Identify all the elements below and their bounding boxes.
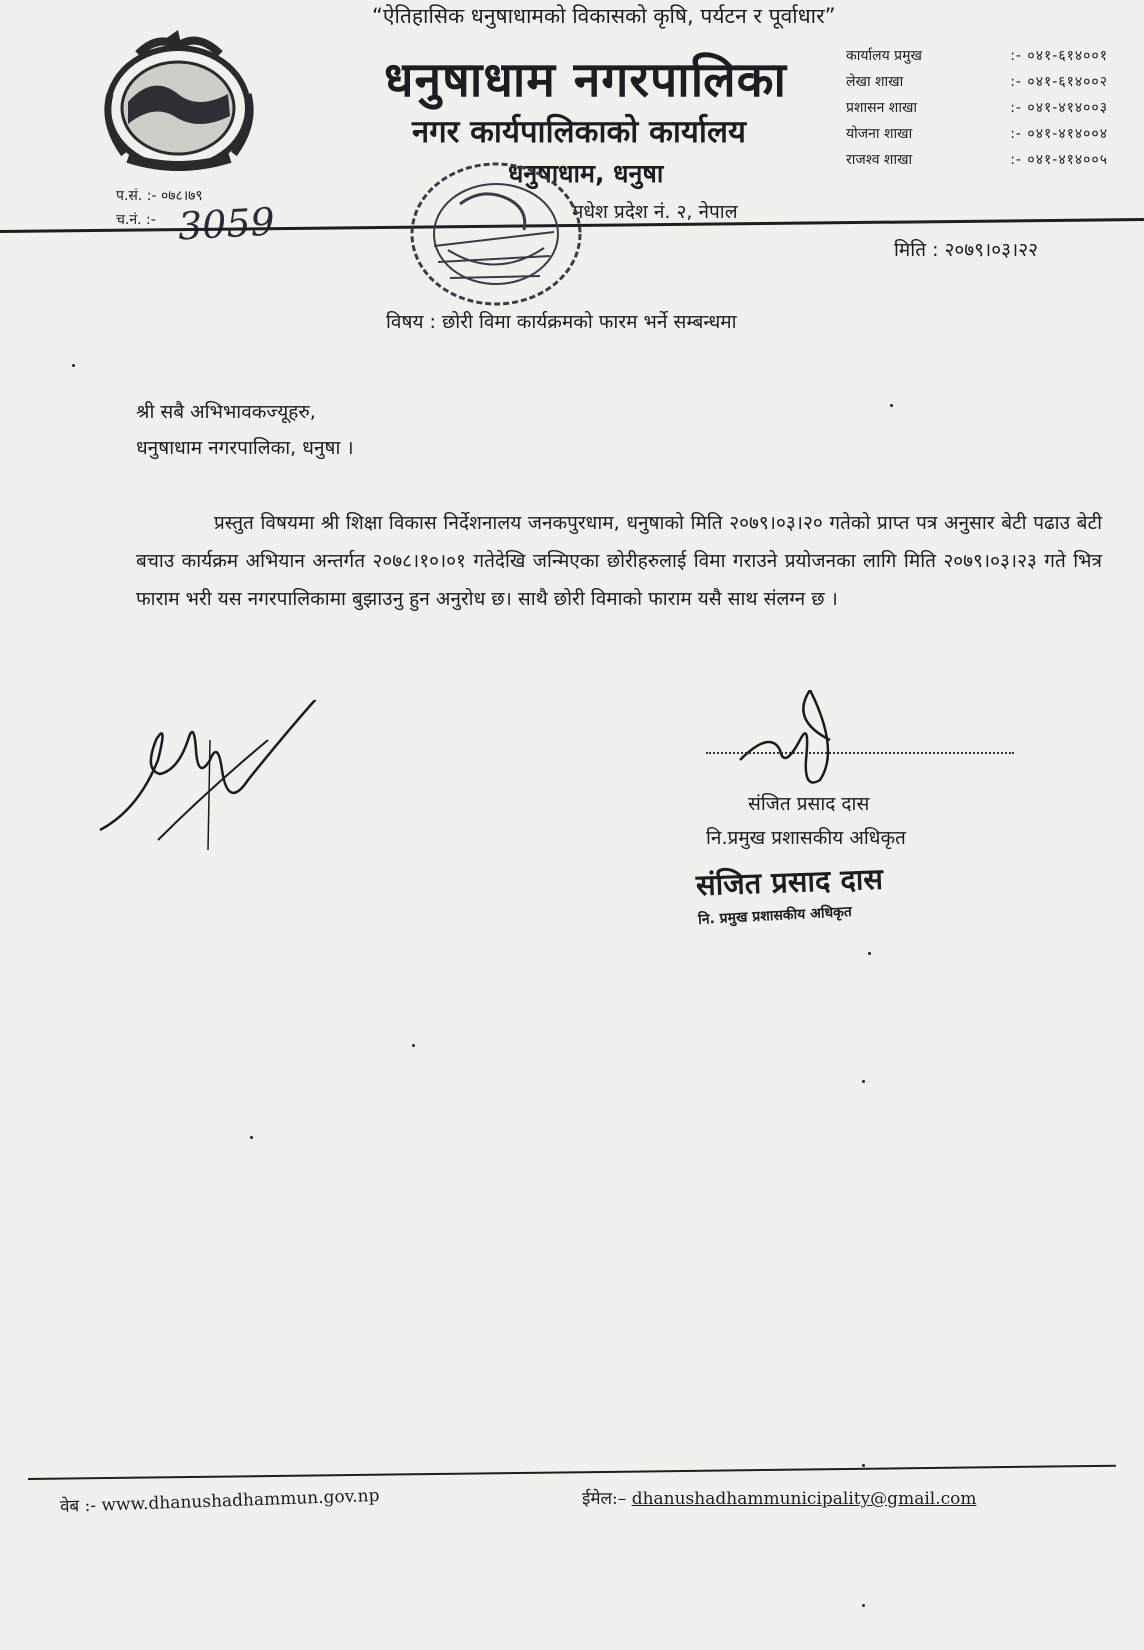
address-line-2: मधेश प्रदेश नं. २, नेपाल — [572, 201, 738, 223]
contact-label: लेखा शाखा — [846, 74, 904, 90]
contact-row — [846, 72, 1108, 98]
footer-website: वेब :- www.dhanushadhammun.gov.np — [59, 1485, 380, 1517]
recipient-line-1: श्री सबै अभिभावकज्यूहरु, — [136, 401, 316, 423]
paper-speck — [868, 952, 871, 955]
paper-speck — [72, 364, 75, 367]
contact-number: :- ०४१-४१४००३ — [1010, 100, 1108, 116]
paper-speck — [862, 1080, 865, 1083]
email-label: ईमेल:– — [582, 1489, 627, 1509]
email-address: dhanushadhammunicipality@gmail.com — [631, 1489, 977, 1509]
paper-speck — [862, 1604, 865, 1607]
paper-speck — [412, 1044, 415, 1047]
footer-divider — [28, 1465, 1116, 1480]
letter-body: प्रस्तुत विषयमा श्री शिक्षा विकास निर्देशनालय जनकपुरधाम, धनुषाको मिति २०७९।०३।२० गतेको प्राप्त पत्र अनुसार बेटी पढाउ बेटी बचाउ कार्यक्रम अभियान अन्तर्गत २०७८।१०।०१ गतेदेखि जन्मिएका छोरीहरुलाई विमा गराउने प्रयोजनका लागि मिति २०७९।०३।२३ गते भित्र फाराम भरी यस नगरपालिकामा बुझाउनु हुन अनुरोध छ। साथै छोरी विमाको फाराम यसै साथ संलग्न छ । — [136, 512, 1102, 610]
name-stamp: संजित प्रसाद दास — [695, 861, 884, 903]
contact-label: प्रशासन शाखा — [846, 100, 918, 116]
paper-speck — [250, 1136, 253, 1139]
reference-cn-handwritten: 3059 — [176, 199, 276, 249]
signature-line — [706, 752, 1014, 754]
paper-speck — [890, 404, 893, 407]
contact-row — [846, 150, 1108, 176]
signer-name: संजित प्रसाद दास — [748, 793, 870, 815]
contact-row — [846, 124, 1108, 150]
right-handwritten-signature — [730, 690, 880, 800]
contact-list — [846, 46, 1108, 176]
left-handwritten-signature — [98, 700, 348, 850]
slogan: “ऐतिहासिक धनुषाधामको विकासको कृषि, पर्यटन र पूर्वाधार” — [372, 4, 836, 28]
office-stamp — [404, 150, 594, 310]
org-name: धनुषाधाम नगरपालिका — [384, 52, 787, 108]
contact-row — [846, 98, 1108, 124]
contact-label: राजश्व शाखा — [846, 152, 913, 168]
title-stamp: नि. प्रमुख प्रशासकीय अधिकृत — [697, 903, 853, 929]
signer-title: नि.प्रमुख प्रशासकीय अधिकृत — [706, 827, 906, 849]
contact-label: कार्यालय प्रमुख — [846, 48, 922, 64]
contact-label: योजना शाखा — [846, 126, 913, 142]
footer-email — [582, 1486, 976, 1509]
nepal-emblem-logo — [98, 24, 260, 176]
recipient-line-2: धनुषाधाम नगरपालिका, धनुषा । — [136, 437, 354, 459]
org-subtitle: नगर कार्यपालिकाको कार्यालय — [412, 114, 746, 150]
contact-number: :- ०४१-४१४००४ — [1010, 126, 1108, 142]
reference-ps: प.सं. :- ०७८।७९ — [116, 188, 203, 204]
contact-number: :- ०४१-६१४००२ — [1010, 74, 1108, 90]
reference-cn-label: च.नं. :- — [116, 212, 156, 228]
contact-number: :- ०४१-४१४००५ — [1010, 152, 1108, 168]
paper-speck — [862, 1464, 865, 1467]
contact-number: :- ०४१-६१४००१ — [1010, 48, 1108, 64]
letter-date: मिति : २०७९।०३।२२ — [894, 239, 1038, 261]
letter-subject: विषय : छोरी विमा कार्यक्रमको फारम भर्ने सम्बन्धमा — [386, 311, 737, 333]
address-line-1: धनुषाधाम, धनुषा — [508, 159, 664, 188]
contact-row — [846, 46, 1108, 72]
